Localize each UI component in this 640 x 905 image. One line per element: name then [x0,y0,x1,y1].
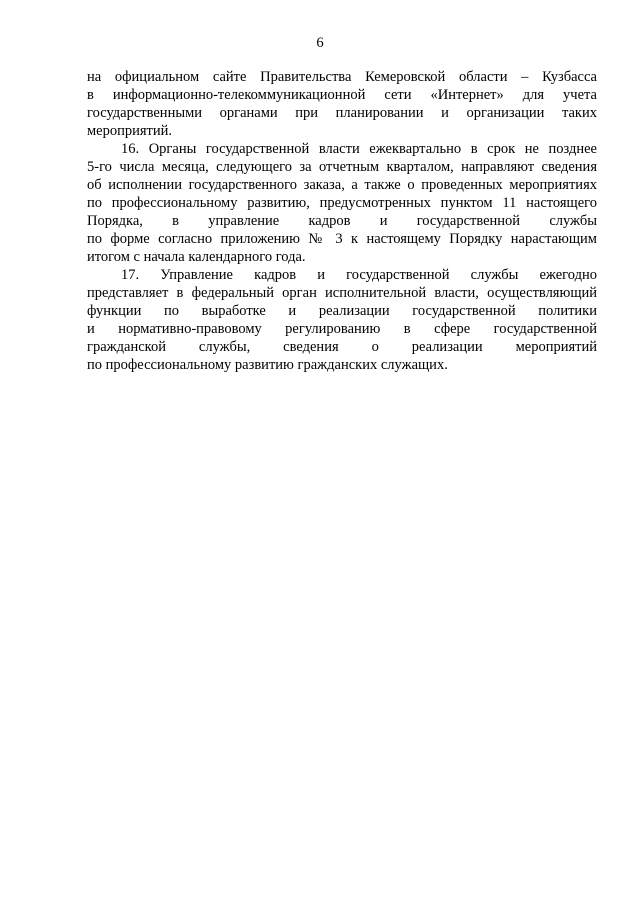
text-line: и нормативно-правовому регулированию в сфере государственной [87,321,597,337]
text-line: в информационно-телекоммуникационной сети «Интернет» для учета [87,87,597,103]
page-number: 6 [316,35,324,51]
text-line: гражданской службы, сведения о реализации мероприятий [87,339,597,355]
text-line: итогом с начала календарного года. [87,249,306,265]
paragraph-16-first-line: 16. Органы государственной власти ежеквартально в срок не позднее [121,141,597,157]
text-line: 5-го числа месяца, следующего за отчетным кварталом, направляют сведения [87,159,597,175]
text-line: об исполнении государственного заказа, а также о проведенных мероприятиях [87,177,597,193]
text-line: мероприятий. [87,123,173,139]
text-line: функции по выработке и реализации государственной политики [87,303,597,319]
text-line: по профессиональному развитию гражданских служащих. [87,357,448,373]
text-line: по профессиональному развитию, предусмотренных пунктом 11 настоящего [87,195,597,211]
text-line: по форме согласно приложению № 3 к настоящему Порядку нарастающим [87,231,597,247]
paragraph-17-first-line: 17. Управление кадров и государственной службы ежегодно [121,267,597,283]
text-line: представляет в федеральный орган исполнительной власти, осуществляющий [87,285,597,301]
text-line: на официальном сайте Правительства Кемеровской области – Кузбасса [87,69,597,85]
text-line: Порядка, в управление кадров и государственной службы [87,213,597,229]
text-line: государственными органами при планировании и организации таких [87,105,597,121]
